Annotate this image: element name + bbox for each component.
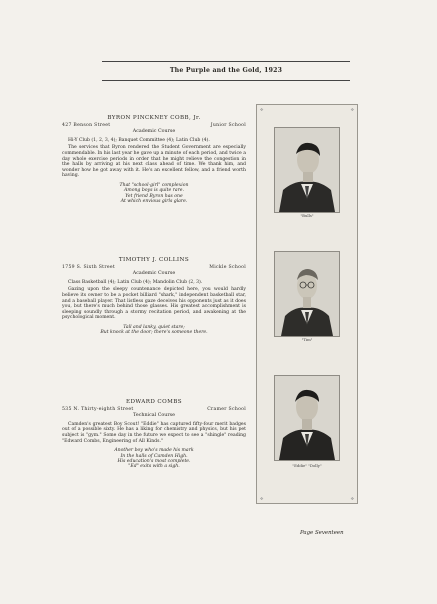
verse	[62, 183, 246, 205]
verse-line: But knock at the door; there's someone there.	[100, 330, 208, 336]
portrait-image	[275, 376, 339, 460]
student-address: 1759 S. Sixth Street	[62, 264, 115, 270]
verse-line: At which envious girls glare.	[120, 199, 188, 205]
portrait-photo	[274, 251, 340, 337]
verse-line: "Ed" exits with a sigh.	[128, 464, 180, 470]
portrait-image	[275, 252, 339, 336]
verse-line: In the halls of Camden High.	[120, 453, 188, 459]
portrait-image	[275, 128, 339, 212]
verse	[62, 325, 246, 336]
bio-text: The services that Byron rendered the Student Government are especially commendable. In his last year he gave up a minute of each period, and twice a day whole exercise periods in order that he might relieve the congestion in the halls by arriving at his next class ahead of time. We thank him, and wonder how he got away with it. He's an excellent fellow, and a friend worth having.	[62, 145, 246, 179]
header-rule-bottom	[102, 80, 350, 81]
bio-text: Gazing upon the sleepy countenance depicted here, you would hardly believe its owner to be a pocket billiard "shark," independent basketball star, and a baseball player. That listless gaze deceives his opponents just as it does you, but there's much behind those glasses. His greatest accomplishment is sleeping soundly through a stormy recitation period, and awakening at the psychological moment.	[62, 287, 246, 321]
verse-line: That "school-girl" complexion	[119, 182, 189, 188]
header-rule-top	[102, 61, 350, 62]
student-address: 535 N. Thirty-eighth Street	[62, 406, 134, 412]
ornament-icon: ✥	[350, 496, 354, 501]
ornament-icon: ✥	[260, 496, 264, 501]
entry-byron-cobb	[62, 116, 246, 205]
address-row	[62, 407, 246, 413]
verse-line: Tall and lanky, quiet stare;	[123, 324, 185, 330]
portrait-caption: "Tim"	[301, 337, 313, 342]
student-name: BYRON PINCKNEY COBB, Jr.	[107, 115, 201, 121]
verse-line: Among boys is quite rare.	[124, 188, 184, 194]
page-number: Page Seventeen	[300, 530, 344, 536]
student-school: Mickle School	[209, 264, 246, 270]
verse-line: Yet friend Byron has one	[125, 193, 183, 199]
address-row	[62, 123, 246, 129]
student-name: EDWARD COMBS	[126, 399, 182, 405]
verse-line: His education's most complete.	[117, 458, 191, 464]
student-address: 427 Benson Street	[62, 122, 111, 128]
portrait-photo	[274, 375, 340, 461]
page-header-title: The Purple and the Gold, 1923	[169, 67, 283, 74]
entry-edward-combs	[62, 400, 246, 470]
verse	[62, 448, 246, 470]
student-course: Academic Course	[132, 271, 176, 277]
address-row	[62, 265, 246, 271]
portrait-panel	[256, 104, 358, 504]
student-name: TIMOTHY J. COLLINS	[118, 257, 190, 263]
student-school: Junior School	[210, 122, 246, 128]
activities-text: Hi-Y Club (1, 2, 3, 4); Banquet Committee (4); Latin Club (4).	[68, 137, 210, 143]
entry-timothy-collins	[62, 258, 246, 336]
bio-text: Camden's greatest Boy Scout! "Eddie" has captured fifty-four merit badges out of a possible sixty. He has a liking for chemistry and physics, but his pet subject is "gym." Some day in the future we expect to see a "shingle" reading "Edward Combs, Engineering of All Kinds."	[62, 421, 246, 444]
student-course: Academic Course	[132, 129, 176, 135]
verse-line: Another boy who's made his mark	[114, 448, 194, 454]
student-school: Cramer School	[207, 406, 246, 412]
ornament-icon: ✥	[260, 107, 264, 112]
activities-text: Class Basketball (4); Latin Club (4); Mandolin Club (2, 3).	[68, 279, 203, 285]
portrait-caption: "Bulls"	[300, 213, 314, 218]
student-course: Technical Course	[133, 413, 175, 419]
portrait-photo	[274, 127, 340, 213]
ornament-icon: ✥	[350, 107, 354, 112]
portrait-caption: "Eddie" "Dolly"	[292, 463, 322, 468]
